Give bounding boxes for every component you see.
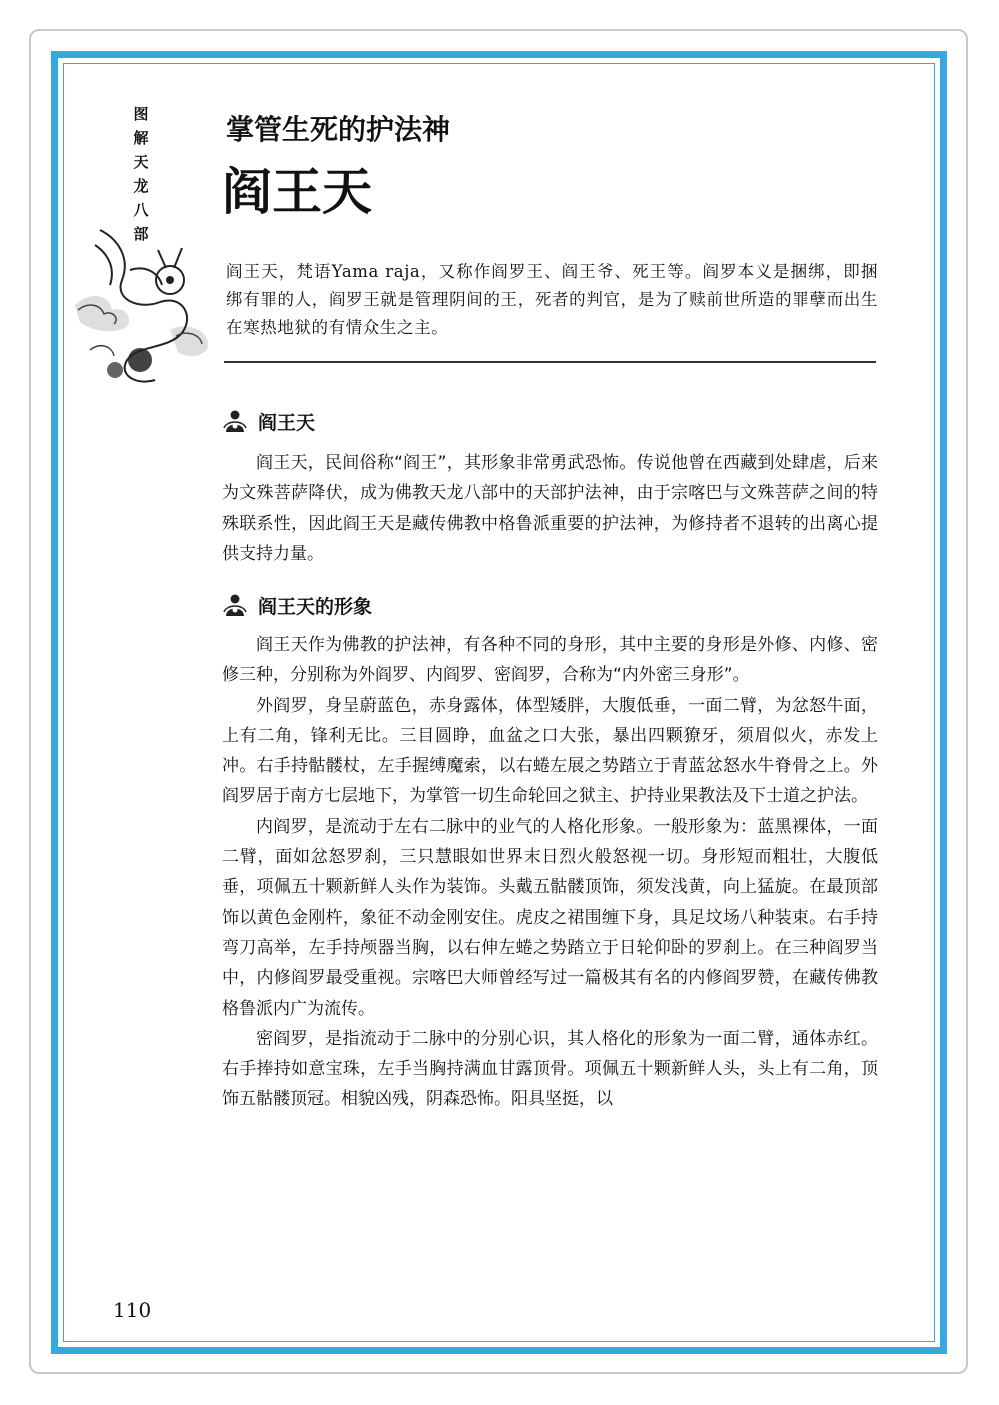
intro-paragraph: 阎王天，梵语Yama raja，又称作阎罗王、阎王爷、死王等。阎罗本义是捆绑，即捆绑有罪的人，阎罗王就是管理阴间的王，死者的判官，是为了赎前世所造的罪孽而出生在寒热地狱的有情众生之主。 — [226, 262, 878, 337]
page-title: 阎王天 — [222, 163, 372, 221]
paragraph: 密阎罗，是指流动于二脉中的分别心识，其人格化的形象为一面二臂，通体赤红。右手捧持如意宝珠，左手当胸持满血甘露顶骨。项佩五十颗新鲜人头，头上有二角，顶饰五骷髅顶冠。相貌凶残，阴森恐怖。阳具坚挺，以 — [222, 1028, 878, 1110]
paragraph: 外阎罗，身呈蔚蓝色，赤身露体，体型矮胖，大腹低垂，一面二臂，为忿怒牛面，上有二角，锋利无比。三目圆睁，血盆之口大张，暴出四颗獠牙，须眉似火，赤发上冲。右手持骷髅杖，左手握缚魔索，以右蜷左展之势踏立于青蓝忿怒水牛脊骨之上。外阎罗居于南方七层地下，为掌管一切生命轮回之狱主、护持业果教法及下士道之护法。 — [222, 695, 878, 807]
section-heading-yamaraja — [222, 406, 315, 436]
dragon-illustration — [70, 210, 220, 390]
page-subtitle: 掌管生死的护法神 — [226, 113, 451, 146]
paragraph: 内阎罗，是流动于左右二脉中的业气的人格化形象。一般形象为：蓝黑裸体，一面二臂，面如忿怒罗刹，三只慧眼如世界末日烈火般怒视一切。身形短而粗壮，大腹低垂，项佩五十颗新鲜人头作为装饰。头戴五骷髅顶饰，须发浅黄，向上猛旋。在最顶部饰以黄色金刚杵，象征不动金刚安住。虎皮之裙围缠下身，具足坟场八种装束。右手持弯刀高举，左手持颅器当胸，以右伸左蜷之势踏立于日轮仰卧的罗刹上。在三种阎罗当中，内修阎罗最受重视。宗喀巴大师曾经写过一篇极其有名的内修阎罗赞，在藏传佛教格鲁派内广为流传。 — [222, 816, 878, 1019]
paragraph: 阎王天作为佛教的护法神，有各种不同的身形，其中主要的身形是外修、内修、密修三种，分别称为外阎罗、内阎罗、密阎罗，合称为“内外密三身形”。 — [222, 635, 878, 686]
buddha-icon — [222, 592, 248, 618]
paragraph: 阎王天，民间俗称“阎王”，其形象非常勇武恐怖。传说他曾在西藏到处肆虐，后来为文殊菩萨降伏，成为佛教天龙八部中的天部护法神，由于宗喀巴与文殊菩萨之间的特殊联系性，因此阎王天是藏传佛教中格鲁派重要的护法神，为修持者不退转的出离心提供支持力量。 — [222, 453, 878, 564]
section-heading-appearance — [222, 590, 372, 620]
page-number: 110 — [113, 1298, 152, 1322]
section-heading-text: 阎王天的形象 — [258, 595, 373, 618]
buddha-icon — [222, 408, 248, 434]
section-body-appearance — [222, 630, 878, 1115]
section-heading-text: 阎王天 — [258, 411, 316, 434]
divider-line — [224, 361, 876, 363]
section-body-yamaraja — [222, 448, 878, 569]
series-label: 图解天龙八部 — [133, 105, 149, 243]
